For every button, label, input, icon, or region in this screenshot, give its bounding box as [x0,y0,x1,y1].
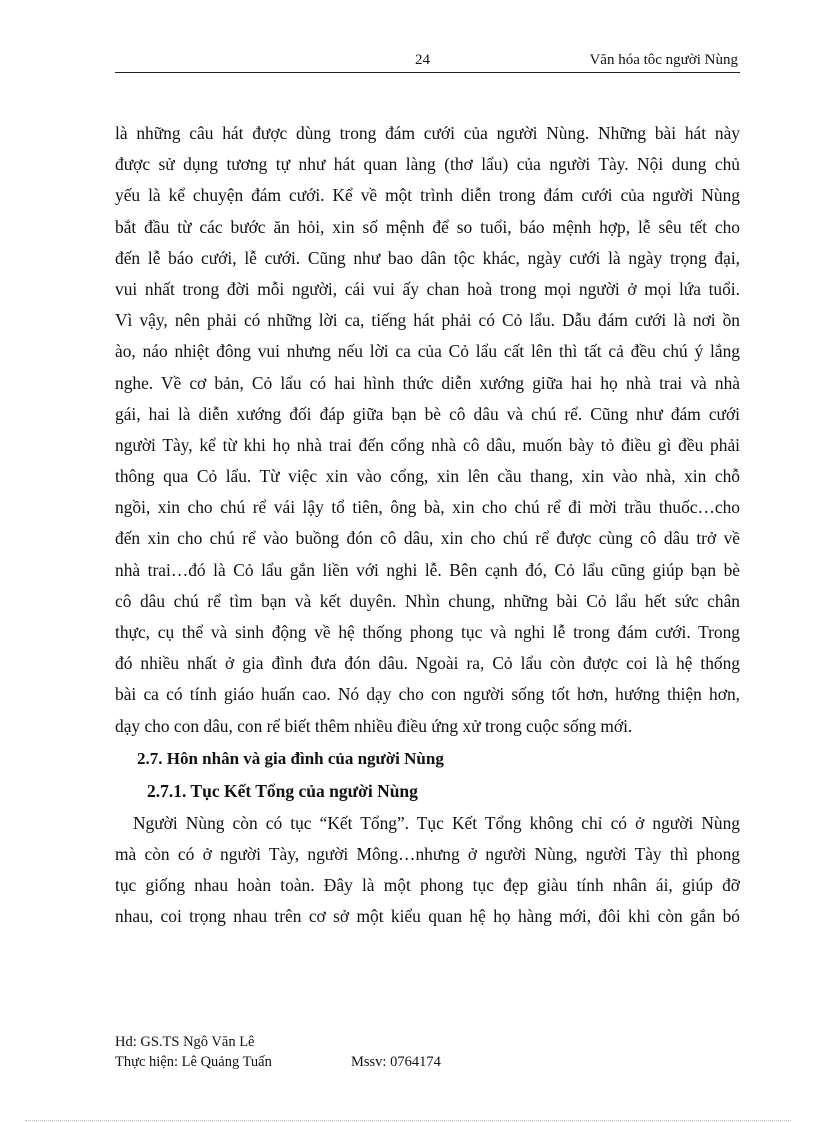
page-footer [115,1032,615,1072]
body-text [115,118,740,933]
text-line: đến xin cho chú rể vào buồng đón cô dâu, xin cho chú rể được cùng cô dâu trở về [115,528,740,549]
text-line: cô dâu chú rể tìm bạn và kết duyên. Nhìn chung, những bài Cỏ lẩu hết sức chân [115,590,740,611]
page-bottom-edge [25,1120,791,1121]
advisor-line: Hd: GS.TS Ngô Văn Lê [115,1034,255,1050]
text-line: tục giống nhau hoàn toàn. Đây là một phong tục đẹp giàu tính nhân ái, giúp đỡ [115,875,740,896]
text-line: nhau, coi trọng nhau trên cơ sở một kiểu quan hệ họ hàng mới, đôi khi còn gắn bó [115,906,740,927]
text-line: ngồi, xin cho chú rể vái lậy tổ tiên, ông bà, xin cho chú rể đi mời trầu thuốc…cho [115,497,740,518]
running-title: Văn hóa tôc người Nùng [589,52,738,68]
text-line: vui nhất trong đời mỗi người, cái vui ấy chan hoà trong mọi người ở mọi lứa tuổi. [115,278,740,299]
text-line: ào, náo nhiệt đông vui nhưng nếu lời ca của Cỏ lẩu cất lên thì tất cả đều chú ý lắng [115,341,740,362]
text-line: Vì vậy, nên phải có những lời ca, tiếng hát phải có Cỏ lẩu. Dẫu đám cưới là nơi ồn [115,310,740,331]
text-line: mà còn có ở người Tày, người Mông…nhưng ở người Nùng, người Tày thì phong [115,843,740,864]
subsection-heading: 2.7.1. Tục Kết Tổng của người Nùng [147,780,418,801]
text-line: gái, hai là diễn xướng đối đáp giữa bạn bè cô dâu và chú rể. Cũng như đám cưới [115,403,740,424]
text-line: là những câu hát được dùng trong đám cưới của người Nùng. Những bài hát này [115,123,740,143]
section-heading: 2.7. Hôn nhân và gia đình của người Nùng [137,748,444,768]
text-line: đó nhiều nhất ở gia đình đưa đón dâu. Ngoài ra, Cỏ lẩu còn được coi là hệ thống [115,653,740,674]
text-line: đến lễ báo cưới, lễ cưới. Cũng như bao dân tộc khác, ngày cưới là ngày trọng đại, [115,247,740,268]
paragraph-kết-tổng [115,808,740,933]
header-divider [115,72,740,73]
text-line: nhà trai…đó là Cỏ lẩu gắn liền với nghi lễ. Bên cạnh đó, Cỏ lẩu cũng giúp bạn bè [115,559,740,580]
text-line: yếu là kể chuyện đám cưới. Kể về một trình diễn trong đám cưới của người Nùng [115,185,740,206]
page-number: 24 [415,52,430,68]
student-id: Mssv: 0764174 [351,1054,441,1070]
text-line: Người Nùng còn có tục “Kết Tổng”. Tục Kết Tổng không chỉ có ở người Nùng [133,812,740,833]
page-header [115,52,740,72]
text-line: nghe. Về cơ bản, Cỏ lẩu có hai hình thức diễn xướng giữa hai họ nhà trai và nhà [115,372,740,393]
author-line: Thực hiện: Lê Quảng Tuấn [115,1054,272,1070]
text-line: bài ca có tính giáo huấn cao. Nó dạy cho con người sống tốt hơn, hướng thiện hơn, [115,684,740,705]
text-line: thông qua Cỏ lẩu. Từ việc xin vào cổng, xin lên cầu thang, xin vào nhà, xin chỗ [115,466,740,487]
text-line: được sử dụng tương tự như hát quan làng (thơ lẩu) của người Tày. Nội dung chủ [115,154,740,175]
footer-advisor-row [115,1032,615,1052]
text-line: bắt đầu từ các bước ăn hỏi, xin số mệnh để so tuổi, báo mệnh hợp, lễ sêu tết cho [115,216,740,237]
footer-author-row [115,1052,615,1072]
paragraph-cỏ-lẩu [115,118,740,742]
text-line: dạy cho con dâu, con rể biết thêm nhiều điều ứng xử trong cuộc sống mới. [115,715,633,736]
text-line: người Tày, kể từ khi họ nhà trai đến cổng nhà cô dâu, muốn bày tỏ điều gì đều phải [115,434,740,455]
text-line: thực, cụ thể và sinh động về hệ thống phong tục và nghi lễ trong đám cưới. Trong [115,622,740,642]
